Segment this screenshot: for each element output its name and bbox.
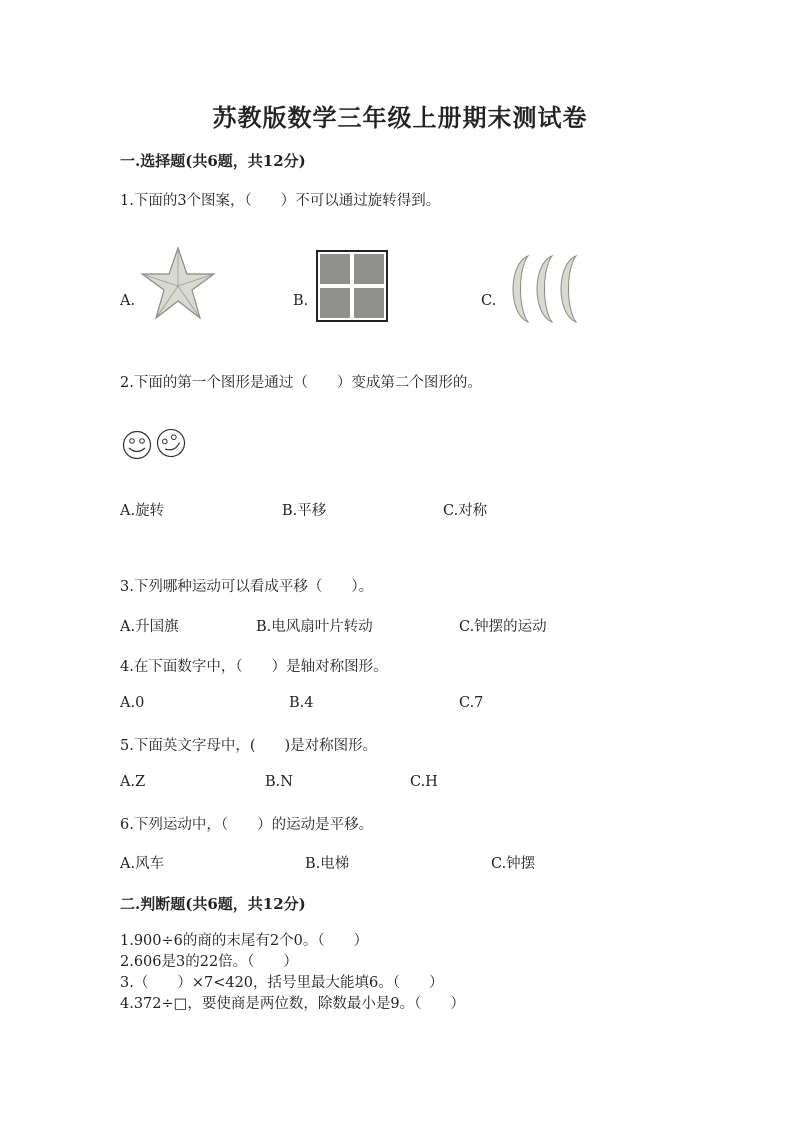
page-title: 苏教版数学三年级上册期末测试卷	[212, 103, 588, 132]
q2-option-c: C.对称	[443, 503, 488, 519]
question-1: 1.下面的3个图案，（ ）不可以通过旋转得到。	[120, 193, 441, 209]
question-6: 6.下列运动中，（ ）的运动是平移。	[120, 817, 374, 833]
q6-option-b: B.电梯	[305, 856, 350, 872]
section-2-heading: 二.判断题(共6题，共12分)	[120, 895, 306, 913]
q6-option-a: A.风车	[120, 856, 165, 872]
q3-option-a: A.升国旗	[120, 619, 179, 635]
section-1-heading: 一.选择题(共6题，共12分)	[120, 152, 306, 170]
q3-option-b: B.电风扇叶片转动	[256, 619, 373, 635]
q4-option-c: C.7	[459, 695, 484, 711]
q5-option-b: B.N	[265, 774, 293, 790]
q5-option-a: A.Z	[120, 774, 146, 790]
q4-option-a: A.0	[120, 695, 145, 711]
question-5: 5.下面英文字母中，( )是对称图形。	[120, 738, 378, 754]
q2-option-b: B.平移	[282, 503, 327, 519]
q2-option-a: A.旋转	[120, 503, 165, 519]
judgment-item-2: 2.606是3的22倍。（ ）	[120, 954, 298, 970]
q4-option-b: B.4	[289, 695, 314, 711]
q6-option-c: C.钟摆	[491, 856, 536, 872]
star-figure-icon	[138, 246, 218, 322]
question-3: 3.下列哪种运动可以看成平移（ ）。	[120, 579, 374, 595]
q1-option-a: A.	[120, 293, 136, 309]
q5-option-c: C.H	[410, 774, 438, 790]
square-grid-figure-icon	[316, 250, 388, 322]
judgment-item-3: 3.（ ）×7<420，括号里最大能填6。（ ）	[120, 975, 444, 991]
question-4: 4.在下面数字中，（ ）是轴对称图形。	[120, 659, 388, 675]
crescent-moons-figure-icon	[506, 254, 584, 324]
q3-option-c: C.钟摆的运动	[459, 619, 547, 635]
rotated-smiley-face-icon	[155, 428, 187, 458]
judgment-item-4: 4.372÷□，要使商是两位数，除数最小是9。（ ）	[120, 996, 465, 1012]
smiley-face-icon	[121, 430, 153, 460]
q1-option-c: C.	[481, 293, 497, 309]
question-2: 2.下面的第一个图形是通过（ ）变成第二个图形的。	[120, 375, 482, 391]
q1-option-b: B.	[293, 293, 309, 309]
judgment-item-1: 1.900÷6的商的末尾有2个0。（ ）	[120, 933, 369, 949]
